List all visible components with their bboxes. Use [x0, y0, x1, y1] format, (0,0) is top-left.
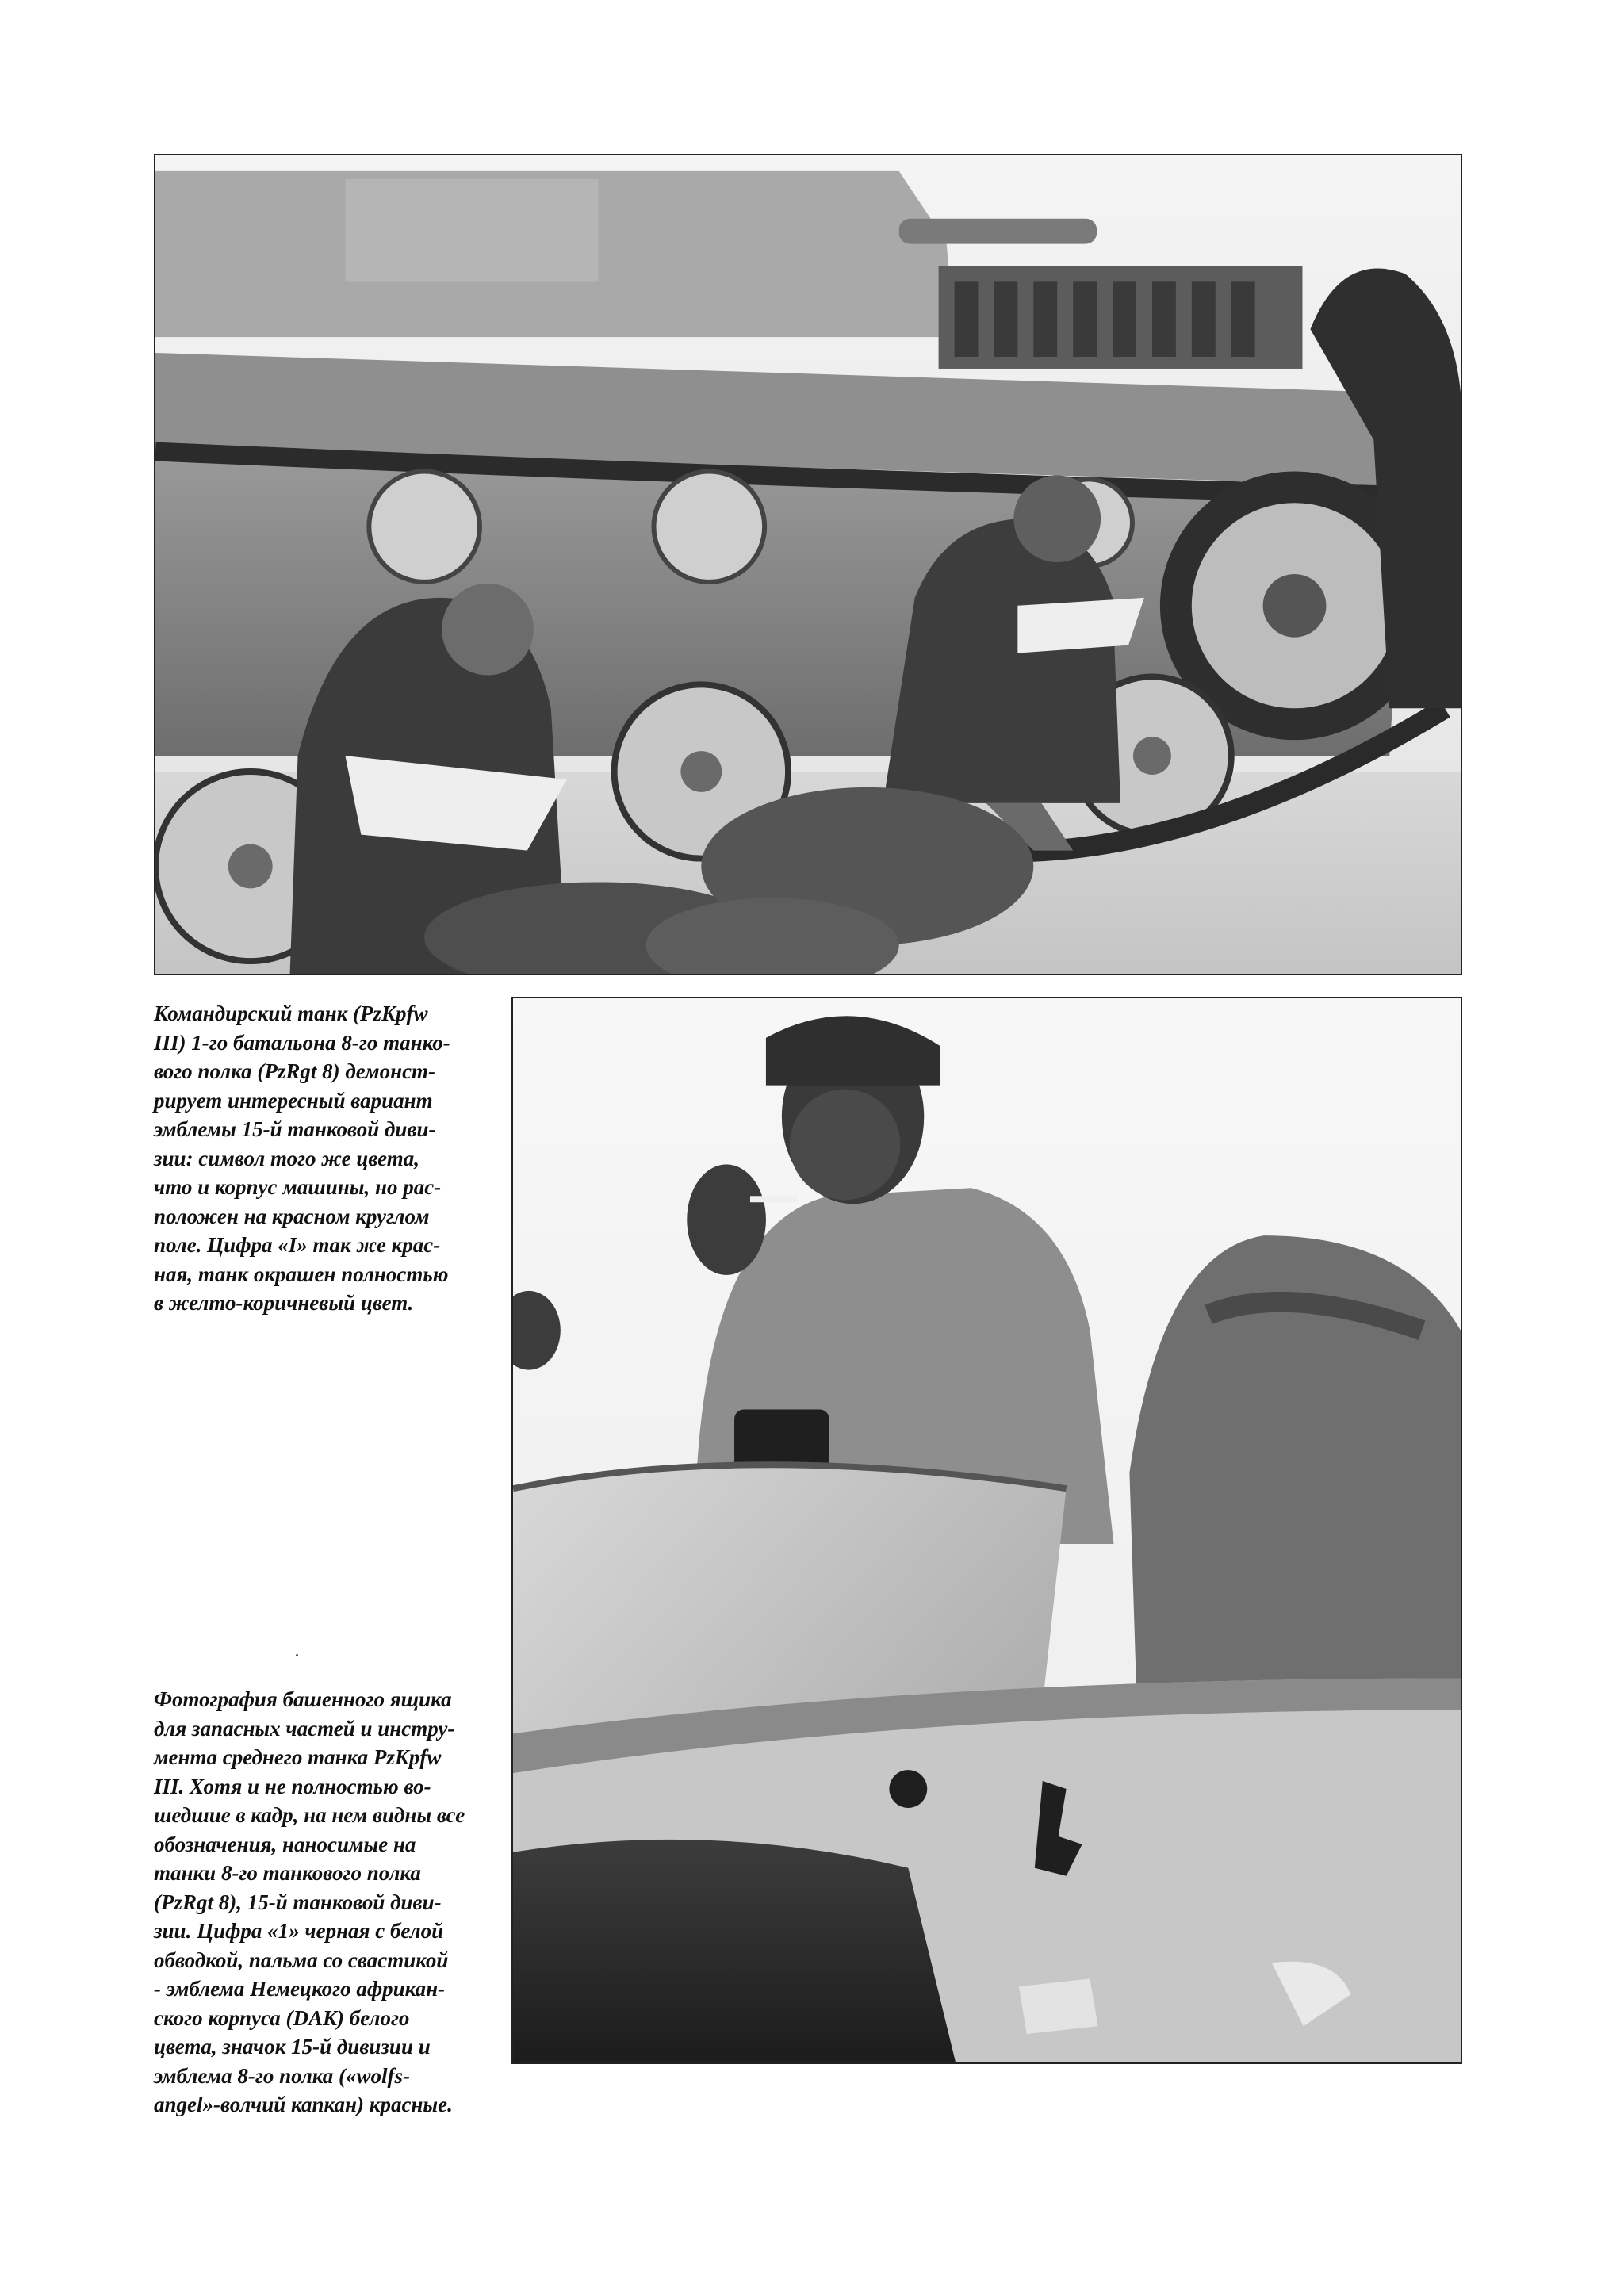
caption-command-tank: Командирский танк (PzKpfw III) 1-го батальона 8-го танко- вого полка (PzRgt 8) демонст- рирует интересный вариант эмблемы 15-й танковой диви- зии: символ того же цвета, что и корпус машины, но рас- положен на красном круглом поле. Цифра «I» так же крас- ная, танк окрашен полностью в желто-коричневый цвет.: [154, 1001, 450, 1315]
photo-tank-crew: [154, 154, 1462, 975]
officer-photo-illustration: [513, 998, 1461, 2062]
tank-photo-illustration: [155, 155, 1461, 974]
caption-turret-box: Фотография башенного ящика для запасных частей и инстру- мента среднего танка PzKpfw III. Хотя и не полностью во- шедшие в кадр, на нем видны все обозначения, наносимые на танки 8-го танкового полка (PzRgt 8), 15-й танковой диви- зии. Цифра «1» черная с белой обводкой, пальма со свастикой - эмблема Немецкого африкан- ского корпуса (DAK) белого цвета, значок 15-й дивизии и эмблема 8-го полка («wolfs- angel»-волчий капкан) красные.: [154, 1687, 465, 2116]
photo-officer-turret: [511, 997, 1462, 2064]
print-speck: [296, 1654, 298, 1656]
